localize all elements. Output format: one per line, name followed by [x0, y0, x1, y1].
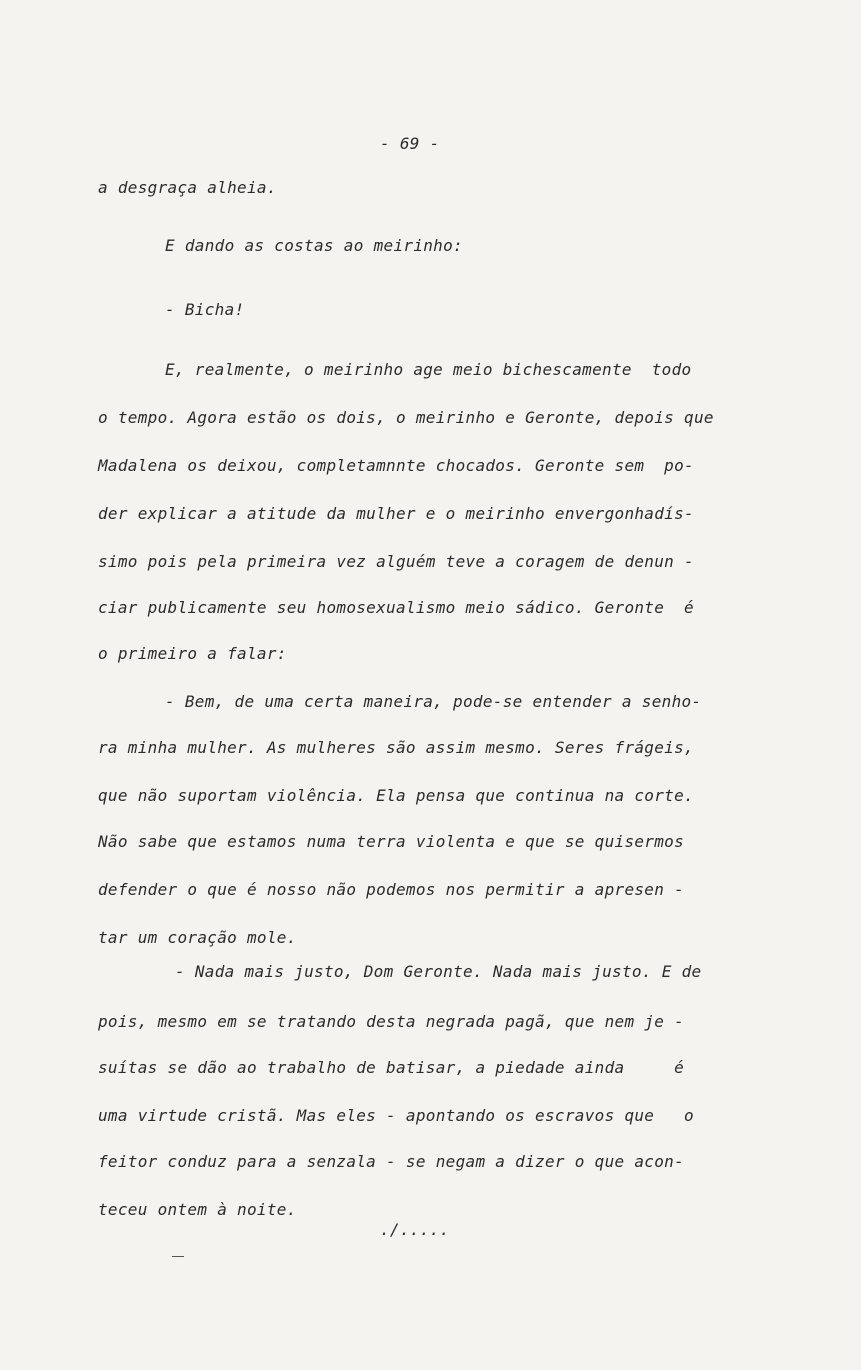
text-line-11: - Bem, de uma certa maneira, pode-se entender a senho- [165, 692, 702, 711]
text-line-12: ra minha mulher. As mulheres são assim mesmo. Seres frágeis, [98, 738, 694, 757]
text-line-18: pois, mesmo em se tratando desta negrada pagã, que nem je - [98, 1012, 685, 1031]
text-line-22: teceu ontem à noite. [98, 1200, 297, 1219]
stray-dash-mark [172, 1256, 184, 1257]
text-line-9: ciar publicamente seu homosexualismo meio sádico. Geronte é [98, 598, 694, 617]
text-line-1: a desgraça alheia. [98, 178, 277, 197]
text-line-13: que não suportam violência. Ela pensa que continua na corte. [98, 786, 694, 805]
text-line-14: Não sabe que estamos numa terra violenta e que se quisermos [98, 832, 685, 851]
text-line-15: defender o que é nosso não podemos nos permitir a apresen - [98, 880, 685, 899]
text-line-8: simo pois pela primeira vez alguém teve a coragem de denun - [98, 552, 694, 571]
text-line-16: tar um coração mole. [98, 928, 297, 947]
text-line-7: der explicar a atitude da mulher e o meirinho envergonhadís- [98, 504, 694, 523]
text-line-5: o tempo. Agora estão os dois, o meirinho e Geronte, depois que [98, 408, 714, 427]
text-line-21: feitor conduz para a senzala - se negam a dizer o que acon- [98, 1152, 685, 1171]
text-line-6: Madalena os deixou, completamnnte chocados. Geronte sem po- [98, 456, 694, 475]
text-line-2: E dando as costas ao meirinho: [165, 236, 463, 255]
text-line-17: - Nada mais justo, Dom Geronte. Nada mais justo. E de [175, 962, 702, 981]
continuation-mark: ./..... [380, 1220, 450, 1239]
page-number: - 69 - [380, 134, 440, 153]
text-line-4: E, realmente, o meirinho age meio bichescamente todo [165, 360, 692, 379]
text-line-3: - Bicha! [165, 300, 245, 319]
text-line-10: o primeiro a falar: [98, 644, 287, 663]
text-line-20: uma virtude cristã. Mas eles - apontando os escravos que o [98, 1106, 694, 1125]
text-line-19: suítas se dão ao trabalho de batisar, a piedade ainda é [98, 1058, 685, 1077]
